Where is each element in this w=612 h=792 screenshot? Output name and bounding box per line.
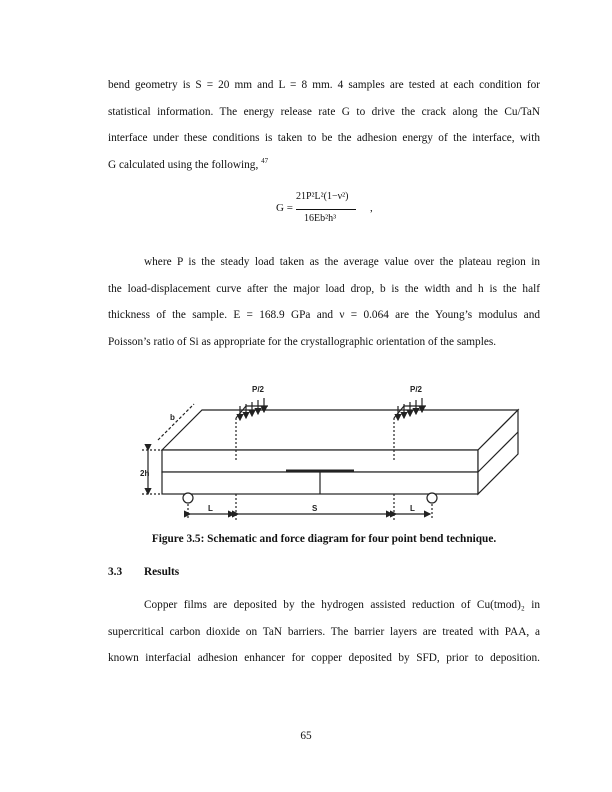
span-label-left: L xyxy=(208,504,213,513)
text-line: statistical information. The energy release rate G to drive the crack along the Cu/TaN xyxy=(108,105,540,118)
section-heading xyxy=(108,566,179,578)
span-label-middle: S xyxy=(312,504,318,513)
right-support xyxy=(427,493,437,503)
four-point-bend-figure xyxy=(140,378,532,526)
text-line: thickness of the sample. E = 168.9 GPa and ν = 0.064 are the Young’s modulus and xyxy=(108,309,540,321)
paragraph-definitions xyxy=(108,249,540,355)
paragraph-intro xyxy=(108,72,540,178)
specimen-upper-layer xyxy=(162,450,478,472)
section-title: Results xyxy=(144,566,180,578)
width-label: b xyxy=(170,413,175,422)
text-line: the load-displacement curve after the major load drop, b is the width and h is the half xyxy=(108,282,540,295)
bend-schematic xyxy=(140,378,532,526)
equation-numerator: 21P²L²(1−ν²) xyxy=(296,191,349,202)
text-line: interface under these conditions is taken to be the adhesion energy of the interface, with xyxy=(108,132,540,144)
citation-ref: 47 xyxy=(261,156,269,165)
text-line: bend geometry is S = 20 mm and L = 8 mm. 4 samples are tested at each condition for xyxy=(108,79,540,91)
text-line: where P is the steady load taken as the average value over the plateau region in xyxy=(144,256,540,268)
equation-energy-release-rate xyxy=(270,189,410,233)
load-label-left: P/2 xyxy=(252,385,265,394)
text-line: supercritical carbon dioxide on TaN barriers. The barrier layers are treated with PAA, a xyxy=(108,625,540,638)
page-number: 65 xyxy=(300,730,312,742)
fraction-bar xyxy=(296,209,356,210)
text-line: Copper films are deposited by the hydrogen assisted reduction of Cu(tmod)₂ in xyxy=(144,599,540,611)
paragraph-results xyxy=(108,592,540,672)
equation-lhs: G = xyxy=(276,202,293,214)
specimen-top-face xyxy=(162,410,518,450)
text-line xyxy=(108,152,540,179)
text-line: Poisson’s ratio of Si as appropriate for the crystallographic orientation of the samples. xyxy=(108,335,497,348)
span-label-right: L xyxy=(410,504,415,513)
text-span: G calculated using the following, xyxy=(108,158,259,171)
figure-caption: Figure 3.5: Schematic and force diagram for four point bend technique. xyxy=(151,533,497,545)
text-line: known interfacial adhesion enhancer for copper deposited by SFD, prior to deposition. xyxy=(108,652,540,664)
equation-denominator: 16Eb²h³ xyxy=(304,213,337,224)
section-number: 3.3 xyxy=(108,566,123,578)
thickness-label: 2h xyxy=(140,469,150,478)
equation-comma: , xyxy=(370,202,373,214)
load-label-right: P/2 xyxy=(410,385,423,394)
left-support xyxy=(183,493,193,503)
